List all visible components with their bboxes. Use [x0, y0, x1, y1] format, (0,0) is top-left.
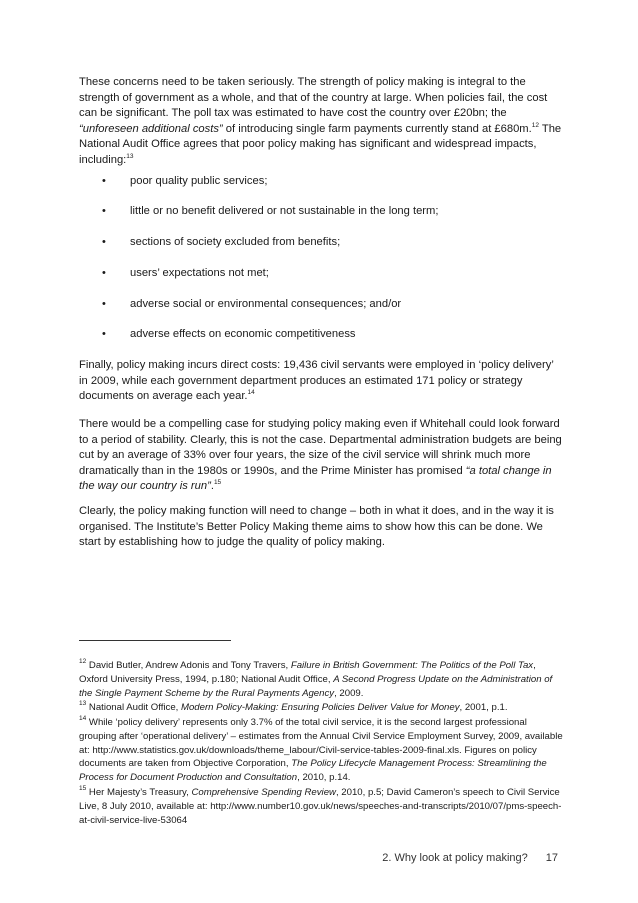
- citation-title: A Second Progress Update on the Administration of the Single Payment Scheme by the Rural Payments Agency: [79, 673, 553, 699]
- quoted-phrase: “a total change in the way our country is run”: [79, 464, 552, 493]
- footnote-text: While ‘policy delivery’ represents only 3.7% of the total civil service, it is the second largest professional grouping after ‘operational delivery’ – estimates from the Annual Civil Service Employment Survey, 2009, available at: http://www.statistics.gov.uk/downloads/theme_labour/Civil-service-tables-2009-final.xls. Figures on policy documents are taken from Objective Corporation,: [79, 717, 563, 770]
- footer-section-title: 2. Why look at policy making?: [382, 852, 528, 864]
- footnote-ref-12[interactable]: 12: [531, 121, 539, 129]
- bullet-marker: •: [102, 175, 106, 187]
- footnote-text: National Audit Office,: [86, 702, 181, 713]
- body-paragraph-4: [79, 504, 563, 551]
- footnote-ref-13[interactable]: 13: [126, 152, 134, 160]
- footnote-ref-14[interactable]: 14: [247, 389, 255, 397]
- footnote-number: 12: [79, 658, 87, 665]
- paragraph-text: The National Audit Office agrees that poor policy making has significant and widespread impacts, including:: [79, 122, 562, 166]
- footnote-text: Her Majesty’s Treasury,: [86, 787, 192, 798]
- footnote-14: [79, 716, 565, 785]
- quoted-phrase: “unforeseen additional costs”: [79, 122, 223, 135]
- footnote-text: , 2010, p.5; David Cameron’s speech to Civil Service Live, 8 July 2010, available at: http://www.number10.gov.uk/news/speeches-and-transcripts/2010/07/pms-speech-at-civil-service-live-53064: [79, 787, 562, 826]
- bullet-marker: •: [102, 267, 106, 279]
- footnote-ref-15[interactable]: 15: [213, 479, 222, 487]
- bullet-marker: •: [102, 205, 106, 217]
- footnote-text: , 2009.: [334, 687, 364, 699]
- bullet-marker: •: [102, 328, 106, 340]
- footnote-15: [79, 786, 565, 827]
- bullet-text: little or no benefit delivered or not sustainable in the long term;: [130, 205, 439, 217]
- bullet-text: adverse effects on economic competitiveness: [130, 328, 356, 340]
- citation-title: Failure in British Government: The Politics of the Poll Tax: [290, 660, 534, 671]
- bullet-marker: •: [102, 298, 106, 310]
- bullet-marker: •: [102, 236, 106, 248]
- paragraph-text: These concerns need to be taken seriously. The strength of policy making is integral to the strength of government as a whole, and that of the country at large. When policies fail, the cost can be significant. The poll tax was estimated to have cost the country over £20bn; the: [79, 76, 548, 120]
- footnote-text: , 2010, p.14.: [297, 772, 351, 784]
- body-paragraph-1: [79, 75, 563, 169]
- footnote-12: [79, 659, 565, 700]
- footnote-number: 15: [79, 785, 87, 792]
- body-paragraph-3: [79, 417, 563, 495]
- footnote-text: , 2001, p.1.: [459, 702, 508, 713]
- footnote-text: , Oxford University Press, 1994, p.180; National Audit Office,: [79, 660, 536, 685]
- body-paragraph-2: [79, 358, 563, 405]
- footnote-number: 13: [79, 700, 87, 707]
- page-footer: [382, 851, 558, 865]
- paragraph-text: There would be a compelling case for studying policy making even if Whitehall could look forward to a period of stability. Clearly, this is not the case. Departmental administration budgets are being cut by an average of 33% over four years, the size of the civil service will shrink much more dramatically than in the 1980s or 1990s, and the Prime Minister has promised: [79, 418, 562, 477]
- citation-title: Comprehensive Spending Review: [191, 787, 336, 798]
- footnote-divider: [79, 640, 231, 641]
- paragraph-text: .: [210, 480, 214, 493]
- bullet-text: adverse social or environmental consequences; and/or: [130, 298, 402, 310]
- footnote-text: David Butler, Andrew Adonis and Tony Travers,: [86, 660, 291, 671]
- footnote-number: 14: [79, 715, 87, 722]
- page-number: 17: [545, 852, 558, 864]
- paragraph-text: of introducing single farm payments currently stand at £680m.: [222, 122, 532, 135]
- bullet-text: sections of society excluded from benefits;: [130, 236, 341, 248]
- paragraph-text: Clearly, the policy making function will need to change – both in what it does, and in the way it is organised. The Institute’s Better Policy Making theme aims to show how this can be done. We start by establishing how to judge the quality of policy making.: [79, 505, 554, 549]
- citation-title: Modern Policy-Making: Ensuring Policies Deliver Value for Money: [180, 702, 460, 713]
- bullet-text: poor quality public services;: [130, 175, 268, 187]
- citation-title: The Policy Lifecycle Management Process: Streamlining the Process for Document Production and Consultation: [79, 758, 547, 784]
- bullet-text: users’ expectations not met;: [130, 267, 269, 279]
- footnote-13: [79, 701, 565, 715]
- paragraph-text: Finally, policy making incurs direct costs: 19,436 civil servants were employed in ‘policy delivery’ in 2009, while each government department produces an estimated 171 policy or strategy documents on average each year.: [79, 359, 554, 403]
